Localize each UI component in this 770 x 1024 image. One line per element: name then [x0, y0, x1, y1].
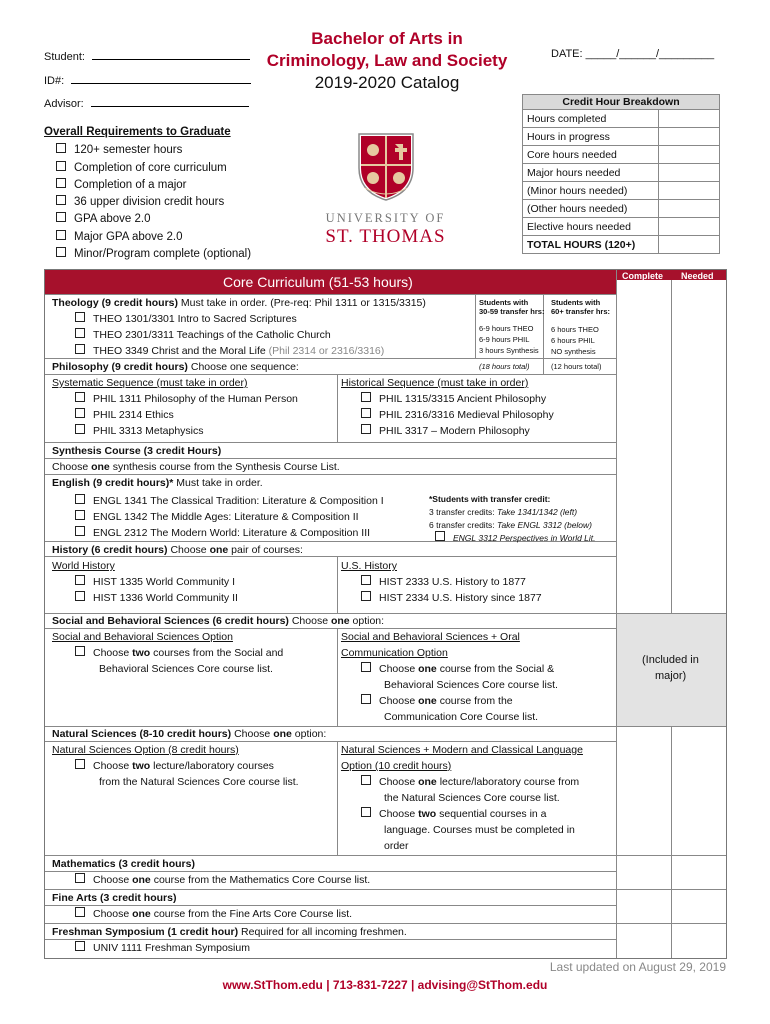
needed-column-header: Needed	[681, 271, 714, 281]
fine-arts-header: Fine Arts (3 credit hours)	[52, 892, 177, 904]
freshman-header: Freshman Symposium (1 credit hour) Required for all incoming freshmen.	[52, 926, 407, 938]
req-item[interactable]: 120+ semester hours	[44, 142, 251, 159]
included-in-major-note-2: major)	[655, 670, 687, 682]
checkbox[interactable]	[75, 494, 85, 504]
table-row: Core hours needed	[523, 146, 720, 164]
checkbox[interactable]	[75, 408, 85, 418]
checkbox[interactable]	[56, 143, 66, 153]
credit-value-cell[interactable]	[659, 182, 720, 200]
credit-table-heading: Credit Hour Breakdown	[523, 95, 720, 110]
course-item[interactable]: PHIL 3317 – Modern Philosophy	[361, 424, 530, 438]
overall-heading: Overall Requirements to Graduate	[44, 126, 231, 138]
theology-header: Theology (9 credit hours) Must take in order. (Pre-req: Phil 1311 or 1315/3315)	[52, 297, 426, 309]
credit-value-cell[interactable]	[659, 200, 720, 218]
course-item[interactable]: HIST 2334 U.S. History since 1877	[361, 591, 542, 605]
req-item[interactable]: Completion of a major	[44, 177, 251, 194]
checkbox[interactable]	[361, 424, 371, 434]
course-item[interactable]: THEO 2301/3311 Teachings of the Catholic Church	[75, 328, 331, 342]
checkbox[interactable]	[75, 873, 85, 883]
social-option-label: Social and Behavioral Sciences Option	[52, 631, 233, 643]
transfer-60-total: (12 hours total)	[551, 362, 602, 371]
id-field[interactable]	[44, 72, 251, 87]
english-header: English (9 credit hours)* Must take in order.	[52, 477, 263, 489]
course-item[interactable]: Choose two sequential courses in a	[361, 807, 547, 821]
checkbox[interactable]	[75, 941, 85, 951]
natural-sciences-header: Natural Sciences (8-10 credit hours) Choose one option:	[52, 728, 327, 740]
course-item[interactable]: Choose one lecture/laboratory course from	[361, 775, 579, 789]
checkbox[interactable]	[56, 195, 66, 205]
table-row: (Minor hours needed)	[523, 182, 720, 200]
req-item[interactable]: 36 upper division credit hours	[44, 194, 251, 211]
advisor-label: Advisor:	[44, 98, 84, 110]
transfer-30-line: 3 hours Synthesis	[479, 346, 539, 355]
st-thomas-text: ST. THOMAS	[325, 226, 446, 247]
checkbox[interactable]	[75, 328, 85, 338]
course-item[interactable]: Choose one course from the Fine Arts Core Course list.	[75, 907, 352, 921]
checkbox[interactable]	[361, 575, 371, 585]
document-title	[262, 28, 512, 94]
student-label: Student:	[44, 51, 85, 63]
course-item-continued: Behavioral Sciences Core course list.	[384, 679, 558, 691]
checkbox[interactable]	[361, 392, 371, 402]
course-item[interactable]: PHIL 3313 Metaphysics	[75, 424, 204, 438]
title-line-2: Criminology, Law and Society	[266, 51, 508, 70]
course-item[interactable]: HIST 1336 World Community II	[75, 591, 238, 605]
course-item[interactable]: ENGL 1342 The Middle Ages: Literature & Composition II	[75, 510, 359, 524]
checkbox[interactable]	[361, 662, 371, 672]
transfer-30-line: 6-9 hours PHIL	[479, 335, 530, 344]
course-item[interactable]: THEO 3349 Christ and the Moral Life (Phil 2314 or 2316/3316)	[75, 344, 384, 358]
checkbox[interactable]	[75, 510, 85, 520]
course-item[interactable]: ENGL 2312 The Modern World: Literature & Composition III	[75, 526, 370, 540]
transfer-30-heading-2: 30-59 transfer hrs:	[479, 307, 545, 316]
id-label: ID#:	[44, 75, 65, 87]
systematic-sequence-label: Systematic Sequence (must take in order)	[52, 377, 248, 389]
table-row: Hours completed	[523, 110, 720, 128]
checkbox[interactable]	[56, 212, 66, 222]
transfer-60-line: 6 hours PHIL	[551, 336, 595, 345]
complete-column-header: Complete	[622, 271, 664, 281]
credit-value-cell[interactable]	[659, 236, 720, 254]
course-item-continued: from the Natural Sciences Core course list.	[99, 776, 299, 788]
checkbox[interactable]	[361, 775, 371, 785]
course-item[interactable]: ENGL 3312 Perspectives in World Lit.	[435, 531, 596, 545]
table-row: Hours in progress	[523, 128, 720, 146]
course-item[interactable]: THEO 1301/3301 Intro to Sacred Scriptures	[75, 312, 297, 326]
table-row: (Other hours needed)	[523, 200, 720, 218]
us-history-label: U.S. History	[341, 560, 398, 572]
table-row: TOTAL HOURS (120+)	[523, 236, 720, 254]
checkbox[interactable]	[56, 247, 66, 257]
checkbox[interactable]	[75, 759, 85, 769]
checkbox[interactable]	[75, 526, 85, 536]
catalog-year: 2019-2020 Catalog	[314, 73, 460, 92]
table-row: Major hours needed	[523, 164, 720, 182]
mathematics-header: Mathematics (3 credit hours)	[52, 858, 195, 870]
checkbox[interactable]	[75, 312, 85, 322]
checkbox[interactable]	[75, 424, 85, 434]
advisor-field[interactable]	[44, 95, 249, 110]
checkbox[interactable]	[361, 591, 371, 601]
course-item[interactable]: PHIL 2316/3316 Medieval Philosophy	[361, 408, 554, 422]
course-item[interactable]: Choose one course from the Mathematics Core Course list.	[75, 873, 370, 887]
historical-sequence-label: Historical Sequence (must take in order)	[341, 377, 529, 389]
course-item[interactable]: PHIL 2314 Ethics	[75, 408, 174, 422]
course-item[interactable]: PHIL 1311 Philosophy of the Human Person	[75, 392, 298, 406]
transfer-60-line: 6 hours THEO	[551, 325, 599, 334]
course-item[interactable]: ENGL 1341 The Classical Tradition: Literature & Composition I	[75, 494, 384, 508]
social-sciences-header: Social and Behavioral Sciences (6 credit hours) Choose one option:	[52, 615, 385, 627]
course-item[interactable]: Choose one course from the	[361, 694, 513, 708]
checkbox[interactable]	[75, 344, 85, 354]
course-item-continued: Behavioral Sciences Core course list.	[99, 663, 273, 675]
overall-requirements	[44, 124, 251, 263]
last-updated: Last updated on August 29, 2019	[549, 960, 726, 974]
natural-language-option-label: Natural Sciences + Modern and Classical Language	[341, 744, 583, 756]
checkbox[interactable]	[56, 230, 66, 240]
core-curriculum-section	[44, 269, 727, 959]
checkbox[interactable]	[75, 591, 85, 601]
checkbox[interactable]	[75, 575, 85, 585]
transfer-30-line: 6-9 hours THEO	[479, 324, 534, 333]
credit-value-cell[interactable]	[659, 110, 720, 128]
credit-value-cell[interactable]	[659, 218, 720, 236]
history-header: History (6 credit hours) Choose one pair of courses:	[52, 544, 303, 556]
transfer-60-heading-2: 60+ transfer hrs:	[551, 307, 610, 316]
natural-language-option-label-2: Option (10 credit hours)	[341, 760, 452, 772]
course-item[interactable]: PHIL 1315/3315 Ancient Philosophy	[361, 392, 546, 406]
course-item[interactable]: Choose two courses from the Social and	[75, 646, 283, 660]
synthesis-instruction: Choose one synthesis course from the Synthesis Course List.	[52, 461, 340, 473]
date-field[interactable]: DATE: _____/______/_________	[551, 48, 715, 60]
transfer-note-line: 3 transfer credits: Take 1341/1342 (left)	[429, 507, 578, 517]
credit-value-cell[interactable]	[659, 128, 720, 146]
checkbox[interactable]	[75, 392, 85, 402]
checkbox[interactable]	[361, 694, 371, 704]
req-item[interactable]: Major GPA above 2.0	[44, 229, 251, 246]
synthesis-header: Synthesis Course (3 credit Hours)	[52, 445, 222, 457]
checkbox[interactable]	[361, 807, 371, 817]
course-item[interactable]: Choose two lecture/laboratory courses	[75, 759, 274, 773]
philosophy-header: Philosophy (9 credit hours) Choose one sequence:	[52, 361, 299, 373]
course-item-continued: order	[384, 840, 409, 852]
course-item-continued: Communication Core Course list.	[384, 711, 539, 723]
social-oral-option-label-2: Communication Option	[341, 647, 448, 659]
included-in-major-note: (Included in	[642, 654, 699, 666]
req-item[interactable]: Completion of core curriculum	[44, 160, 251, 177]
transfer-30-total: (18 hours total)	[479, 362, 530, 371]
transfer-60-line: NO synthesis	[551, 347, 596, 356]
natural-option-label: Natural Sciences Option (8 credit hours)	[52, 744, 239, 756]
transfer-note-heading: *Students with transfer credit:	[429, 494, 551, 504]
student-field[interactable]	[44, 48, 250, 63]
req-item[interactable]: Minor/Program complete (optional)	[44, 246, 251, 263]
transfer-note-line: 6 transfer credits: Take ENGL 3312 (below)	[429, 520, 593, 530]
course-item[interactable]: Choose one course from the Social &	[361, 662, 554, 676]
req-item[interactable]: GPA above 2.0	[44, 211, 251, 228]
credit-value-cell[interactable]	[659, 146, 720, 164]
checkbox[interactable]	[75, 646, 85, 656]
transfer-60-heading: Students with	[551, 298, 601, 307]
checkbox[interactable]	[75, 907, 85, 917]
course-item[interactable]: HIST 1335 World Community I	[75, 575, 235, 589]
course-item[interactable]: UNIV 1111 Freshman Symposium	[75, 941, 250, 955]
social-oral-option-label: Social and Behavioral Sciences + Oral	[341, 631, 520, 643]
university-seal-icon	[355, 130, 417, 202]
checkbox[interactable]	[56, 161, 66, 171]
title-line-1: Bachelor of Arts in	[311, 29, 463, 48]
university-of-text: UNIVERSITY OF	[325, 211, 446, 225]
credit-value-cell[interactable]	[659, 164, 720, 182]
course-item-continued: language. Courses must be completed in	[384, 824, 575, 836]
course-item-continued: the Natural Sciences Core course list.	[384, 792, 560, 804]
credit-hour-table	[522, 94, 720, 254]
checkbox[interactable]	[361, 408, 371, 418]
contact-info[interactable]: www.StThom.edu | 713-831-7227 | advising@StThom.edu	[222, 978, 548, 992]
world-history-label: World History	[52, 560, 115, 572]
university-logo	[318, 130, 453, 248]
core-heading: Core Curriculum (51-53 hours)	[45, 270, 616, 294]
checkbox[interactable]	[435, 531, 445, 541]
transfer-30-heading: Students with	[479, 298, 529, 307]
checkbox[interactable]	[56, 178, 66, 188]
table-row: Elective hours needed	[523, 218, 720, 236]
course-item[interactable]: HIST 2333 U.S. History to 1877	[361, 575, 526, 589]
